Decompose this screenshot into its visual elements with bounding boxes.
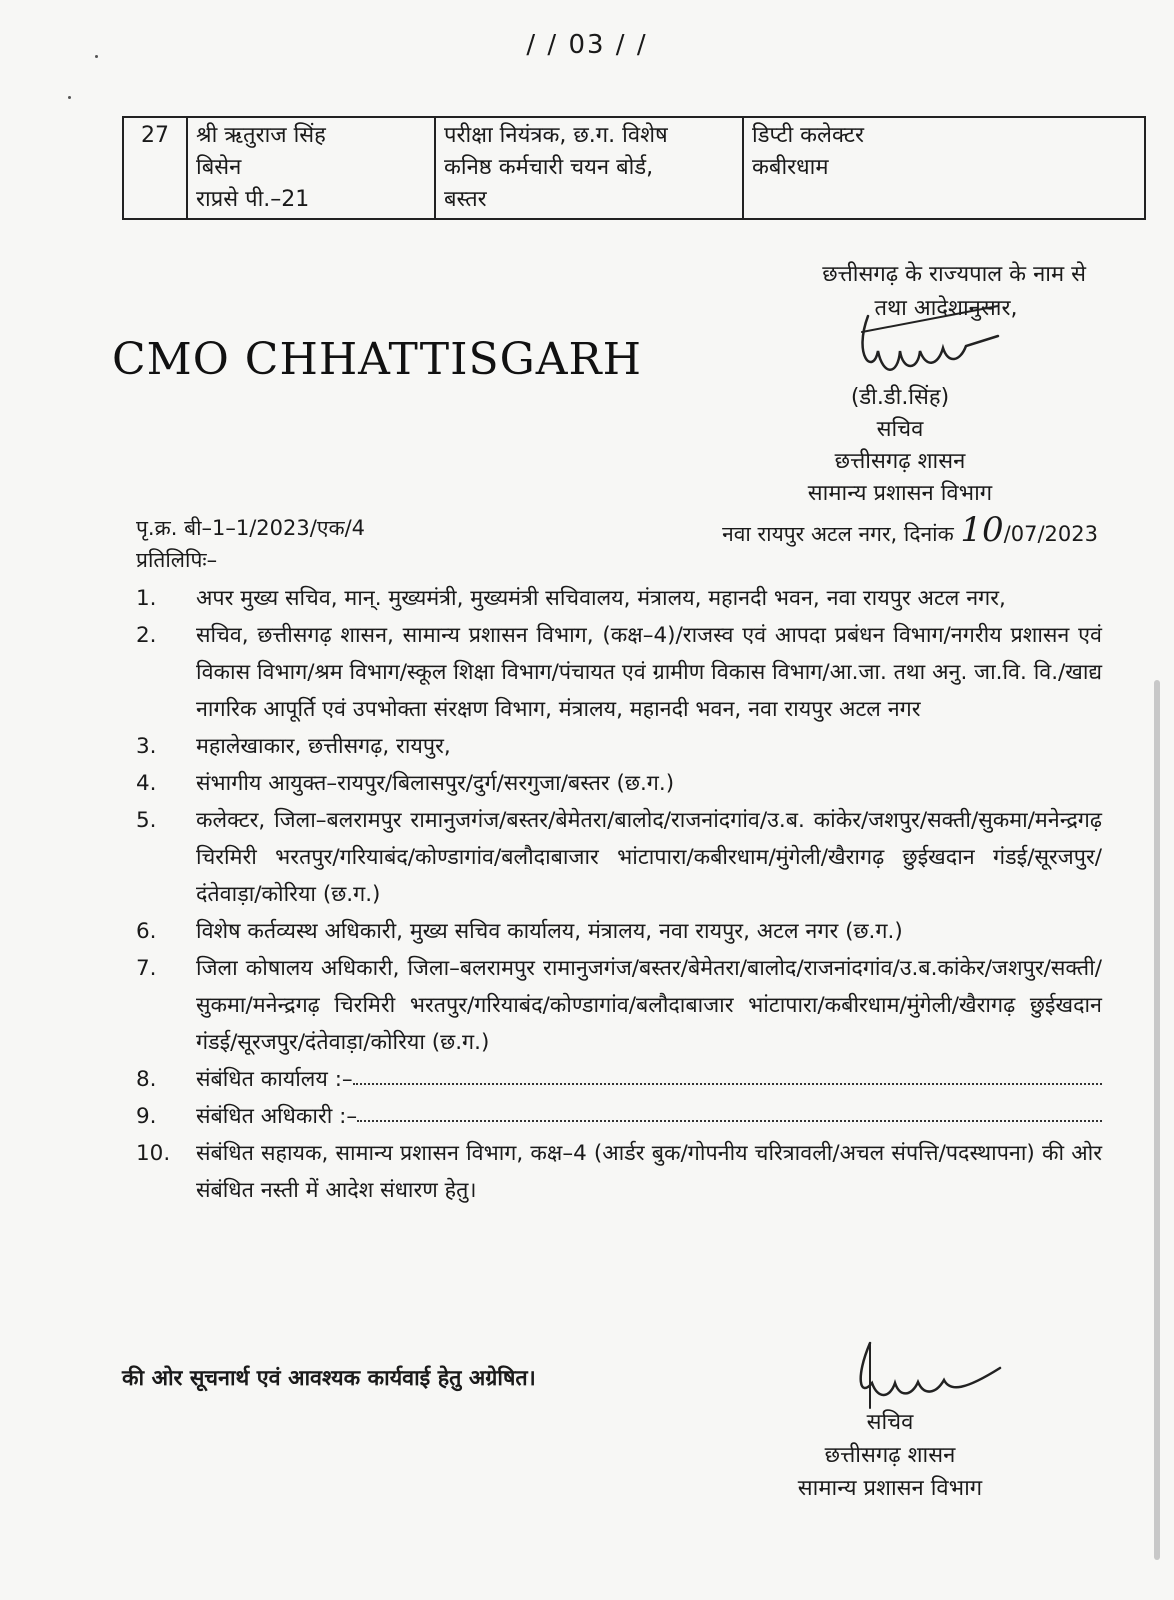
list-item <box>136 765 1102 802</box>
place-date <box>722 510 1098 550</box>
item-text: विशेष कर्तव्यस्थ अधिकारी, मुख्य सचिव कार्यालय, मंत्रालय, नवा रायपुर, अटल नगर (छ.ग.) <box>196 919 903 944</box>
new-post-cell <box>743 117 1145 219</box>
item-text: अपर मुख्य सचिव, मान्. मुख्यमंत्री, मुख्यमंत्री सचिवालय, मंत्रालय, महानदी भवन, नवा रायपुर अटल नगर, <box>196 586 1006 611</box>
item-blank-row <box>196 1098 1102 1135</box>
date-rest: /07/2023 <box>1003 522 1098 546</box>
fill-in-line <box>353 1061 1102 1085</box>
footer-department: सामान्य प्रशासन विभाग <box>797 1476 983 1501</box>
item-blank-row <box>196 1061 1102 1098</box>
item-number: 5. <box>136 808 157 833</box>
current-post-line: कनिष्ठ कर्मचारी चयन बोर्ड, <box>444 155 654 180</box>
place-date-prefix: नवा रायपुर अटल नगर, दिनांक <box>722 522 954 546</box>
forward-note: की ओर सूचनार्थ एवं आवश्यक कार्यवाई हेतु अग्रेषित। <box>122 1366 536 1391</box>
footer-designation: सचिव <box>866 1410 914 1435</box>
item-number: 6. <box>136 919 157 944</box>
new-post-line: कबीरधाम <box>752 155 829 180</box>
list-item <box>136 1135 1102 1209</box>
item-number: 4. <box>136 771 157 796</box>
item-text: संबंधित अधिकारी :– <box>196 1104 358 1129</box>
item-text: संबंधित कार्यालय :– <box>196 1067 353 1092</box>
order-line: छत्तीसगढ़ के राज्यपाल के नाम से <box>822 262 1086 287</box>
current-post-line: बस्तर <box>444 187 487 212</box>
current-post-cell <box>435 117 743 219</box>
page-number: / / 03 / / <box>526 30 648 60</box>
name-cell <box>187 117 435 219</box>
item-number: 1. <box>136 586 157 611</box>
reference-number: पृ.क्र. बी–1–1/2023/एक/4 <box>136 516 366 540</box>
signer-government: छत्तीसगढ़ शासन <box>834 449 966 474</box>
new-post-line: डिप्टी कलेक्टर <box>752 123 865 148</box>
list-item <box>136 580 1102 617</box>
item-text: सचिव, छत्तीसगढ़ शासन, सामान्य प्रशासन विभाग, (कक्ष–4)/राजस्व एवं आपदा प्रबंधन विभाग/नगरीय प्रशासन एवं विकास विभाग/श्रम विभाग/स्कूल शिक्षा विभाग/पंचायत एवं ग्रामीण विकास विभाग/आ.जा. तथा अनु. जा.वि. वि./खाद्य नागरिक आपूर्ति एवं उपभोक्ता संरक्षण विभाग, मंत्रालय, महानदी भवन, नवा रायपुर अटल नगर <box>196 623 1102 722</box>
item-number: 8. <box>136 1067 157 1092</box>
fill-in-line <box>357 1098 1102 1122</box>
signer-designation: सचिव <box>876 417 924 442</box>
signer-name: (डी.डी.सिंह) <box>850 385 950 410</box>
scrollbar[interactable] <box>1154 680 1160 1560</box>
list-item <box>136 802 1102 913</box>
serial-cell: 27 <box>123 117 187 219</box>
item-number: 9. <box>136 1104 157 1129</box>
list-item <box>136 1098 1102 1135</box>
name-line: बिसेन <box>196 155 242 180</box>
list-item <box>136 1061 1102 1098</box>
item-text: संभागीय आयुक्त–रायपुर/बिलासपुर/दुर्ग/सरगुजा/बस्तर (छ.ग.) <box>196 771 675 796</box>
item-number: 10. <box>136 1141 171 1166</box>
list-item <box>136 617 1102 728</box>
service-line: राप्रसे पी.–21 <box>196 187 310 212</box>
current-post-line: परीक्षा नियंत्रक, छ.ग. विशेष <box>444 123 668 148</box>
item-number: 7. <box>136 956 157 981</box>
list-item <box>136 728 1102 765</box>
copy-heading: प्रतिलिपिः– <box>136 548 218 572</box>
list-item <box>136 913 1102 950</box>
item-text: महालेखाकार, छत्तीसगढ़, रायपुर, <box>196 734 451 759</box>
footer-signer <box>760 1406 1020 1505</box>
item-number: 3. <box>136 734 157 759</box>
item-text: संबंधित सहायक, सामान्य प्रशासन विभाग, कक्ष–4 (आर्डर बुक/गोपनीय चरित्रावली/अचल संपत्ति/पदस्थापना) की ओर संबंधित नस्ती में आदेश संधारण हेतु। <box>196 1141 1102 1203</box>
footer-government: छत्तीसगढ़ शासन <box>824 1443 956 1468</box>
signer-block <box>740 382 1060 510</box>
order-line: तथा आदेशानुसार, <box>874 296 1018 321</box>
name-line: श्री ऋतुराज सिंह <box>196 123 326 148</box>
item-text: कलेक्टर, जिला–बलरामपुर रामानुजगंज/बस्तर/बेमेतरा/बालोद/राजनांदगांव/उ.ब. कांकेर/जशपुर/सक्ती/सुकमा/मनेन्द्रगढ़ चिरमिरी भरतपुर/गरियाबंद/कोण्डागांव/बलौदाबाजार भांटापारा/कबीरधाम/मुंगेली/खैरागढ़ छुईखदान गंडई/सूरजपुर/दंतेवाड़ा/कोरिया (छ.ग.) <box>196 808 1102 907</box>
list-item <box>136 950 1102 1061</box>
item-number: 2. <box>136 623 157 648</box>
posting-table <box>122 116 1146 220</box>
item-text: जिला कोषालय अधिकारी, जिला–बलरामपुर रामानुजगंज/बस्तर/बेमेतरा/बालोद/राजनांदगांव/उ.ब.कांकेर/जशपुर/सक्ती/सुकमा/मनेन्द्रगढ़ चिरमिरी भरतपुर/गरियाबंद/कोण्डागांव/बलौदाबाजार भांटापारा/कबीरधाम/मुंगेली/खैरागढ़ छुईखदान गंडई/सूरजपुर/दंतेवाड़ा/कोरिया (छ.ग.) <box>196 956 1102 1055</box>
signer-department: सामान्य प्रशासन विभाग <box>807 481 993 506</box>
watermark: CMO CHHATTISGARH <box>112 334 643 385</box>
scan-speck <box>68 96 71 99</box>
copy-list <box>136 580 1102 1209</box>
date-day: 10 <box>960 510 1004 550</box>
table-row <box>123 117 1145 219</box>
